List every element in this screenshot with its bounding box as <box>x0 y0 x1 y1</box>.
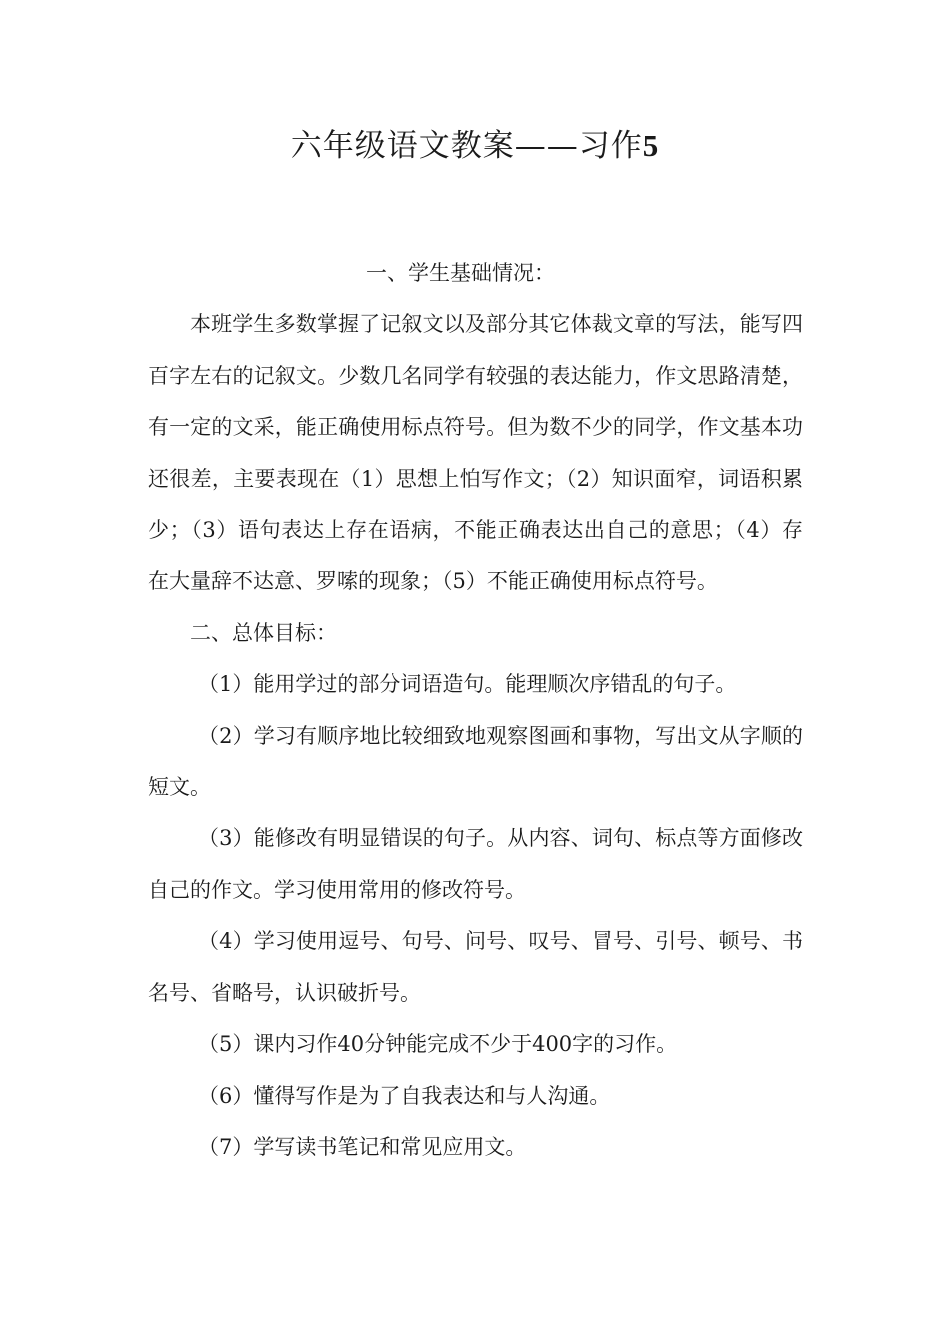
paragraph-student-basis: 本班学生多数掌握了记叙文以及部分其它体裁文章的写法，能写四百字左右的记叙文。少数几名同学有较强的表达能力，作文思路清楚，有一定的文采，能正确使用标点符号。但为数不少的同学，作文基本功还很差，主要表现在（1）思想上怕写作文；（2）知识面窄，词语积累少；（3）语句表达上存在语病，不能正确表达出自己的意思；（4）存在大量辞不达意、罗嗦的现象；（5）不能正确使用标点符号。 <box>148 312 803 594</box>
section-heading-overall-goals: 二、总体目标： <box>190 620 337 645</box>
section-heading-student-basis: 一、学生基础情况： <box>366 261 555 285</box>
document-title <box>0 122 950 170</box>
document-body <box>148 248 803 1173</box>
goal-item: （3）能修改有明显错误的句子。从内容、词句、标点等方面修改自己的作文。学习使用常用的修改符号。 <box>148 826 803 902</box>
goal-item: （7）学写读书笔记和常见应用文。 <box>198 1134 527 1159</box>
title-number: 5 <box>642 128 660 163</box>
goal-item: （5）课内习作40分钟能完成不少于400字的习作。 <box>198 1032 678 1057</box>
goal-item: （6）懂得写作是为了自我表达和与人沟通。 <box>198 1083 611 1108</box>
goal-item: （1）能用学过的部分词语造句。能理顺次序错乱的句子。 <box>198 672 737 697</box>
goal-item: （2）学习有顺序地比较细致地观察图画和事物，写出文从字顺的短文。 <box>148 723 803 800</box>
goal-item: （4）学习使用逗号、句号、问号、叹号、冒号、引号、顿号、书名号、省略号，认识破折号。 <box>148 929 803 1005</box>
title-text: 六年级语文教案——习作 <box>290 128 643 164</box>
